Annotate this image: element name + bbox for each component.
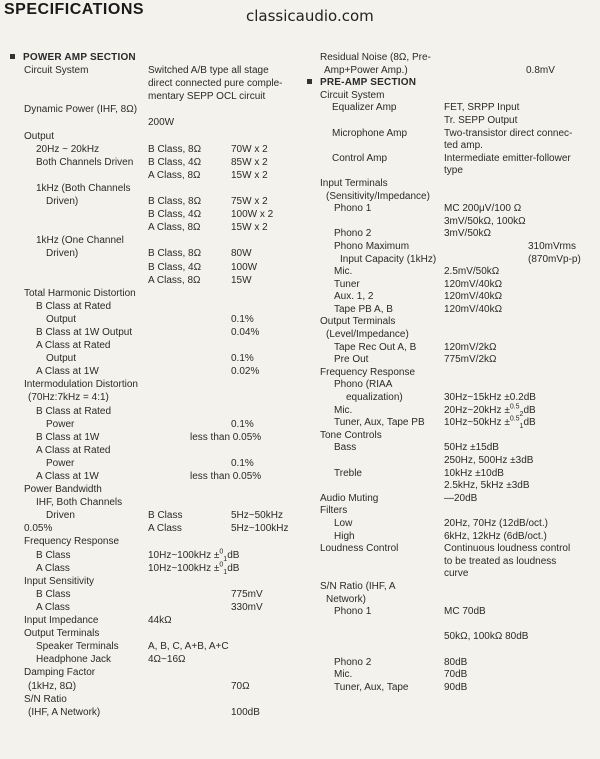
- spec-row: Frequency Response: [24, 536, 120, 548]
- spec-row: (Level/Impedance): [326, 329, 409, 341]
- spec-row: 1kHz (One Channel: [36, 235, 124, 247]
- spec-row: Intermodulation Distortion: [24, 379, 138, 391]
- spec-row: Headphone Jack 4Ω~16Ω: [36, 654, 186, 666]
- spec-row: Tuner, Aux, Tape 90dB: [334, 681, 468, 693]
- spec-row: Input Capacity (1kHz) (870mVp-p): [340, 253, 581, 265]
- spec-row: Audio Muting —20dB: [320, 492, 478, 504]
- spec-row: (IHF, A Network) 100dB: [28, 706, 260, 718]
- spec-row: (Sensitivity/Impedance): [326, 190, 430, 202]
- power-amp-column: [10, 52, 302, 720]
- spec-row: Output Terminals: [24, 628, 100, 640]
- spec-row: Mic. 2.5mV/50kΩ: [334, 266, 500, 278]
- spec-row: type: [444, 165, 463, 177]
- spec-row: Tuner 120mV/40kΩ: [334, 278, 503, 290]
- spec-row: IHF, Both Channels: [36, 497, 123, 509]
- page-title: SPECIFICATIONS: [4, 1, 145, 18]
- spec-row: A Class 330mV: [36, 601, 263, 613]
- spec-row: Driven) B Class, 8Ω 75W x 2: [46, 196, 268, 208]
- pre-amp-column: [306, 52, 596, 694]
- site-watermark: classicaudio.com: [246, 7, 374, 25]
- spec-row: Both Channels Driven B Class, 4Ω 85W x 2: [36, 156, 268, 168]
- spec-row: 0.05% A Class 5Hz~100kHz: [24, 523, 289, 535]
- spec-row: Bass 50Hz ±15dB: [334, 442, 499, 454]
- spec-row: A Class, 8Ω 15W x 2: [148, 169, 268, 181]
- spec-row: Filters: [320, 505, 348, 517]
- spec-row: High 6kHz, 12kHz (6dB/oct.): [334, 530, 547, 542]
- spec-row: Tape Rec Out A, B 120mV/2kΩ: [334, 341, 497, 353]
- spec-row: 200W: [148, 117, 175, 129]
- spec-row: Output: [24, 130, 55, 142]
- spec-row: Phono 2 80dB: [334, 656, 468, 668]
- spec-row: Control Amp Intermediate emitter-follower: [332, 152, 571, 164]
- spec-row: B Class at 1W Output 0.04%: [36, 326, 260, 338]
- spec-row: Damping Factor: [24, 667, 96, 679]
- spec-row: Tape PB A, B 120mV/40kΩ: [334, 303, 503, 315]
- spec-row: 1kHz (Both Channels: [36, 182, 131, 194]
- spec-row: B Class at 1W less than 0.05%: [36, 431, 262, 443]
- spec-row: Driven B Class 5Hz~50kHz: [46, 510, 283, 522]
- spec-row: A Class, 8Ω 15W x 2: [148, 222, 268, 234]
- spec-row: 3mV/50kΩ, 100kΩ: [444, 215, 526, 227]
- spec-row: Tone Controls: [320, 429, 382, 441]
- spec-row: Speaker Terminals A, B, C, A+B, A+C: [36, 641, 229, 653]
- spec-row: equalization) 30Hz~15kHz ±0.2dB: [346, 392, 536, 404]
- power-amp-heading: POWER AMP SECTION: [10, 52, 302, 65]
- bullet-icon: [307, 79, 312, 84]
- spec-row: Phono Maximum 310mVrms: [334, 240, 576, 252]
- spec-row: Microphone Amp Two-transistor direct connec-: [332, 127, 573, 139]
- spec-row: Circuit System Switched A/B type all stage: [24, 65, 269, 77]
- spec-row: Phono (RIAA: [334, 379, 393, 391]
- spec-row: A Class at 1W 0.02%: [36, 366, 260, 378]
- spec-row: Amp+Power Amp.) 0.8mV: [324, 64, 555, 76]
- spec-row: Output 0.1%: [46, 313, 254, 325]
- spec-row: S/N Ratio: [24, 693, 67, 705]
- spec-row: Input Sensitivity: [24, 575, 95, 587]
- spec-row: Tuner, Aux, Tape PB 10Hz~50kHz ±$^{0.5}_1$dB: [334, 415, 536, 431]
- spec-row: Dynamic Power (IHF, 8Ω): [24, 104, 138, 116]
- spec-row: Phono 1 MC 70dB: [334, 606, 486, 618]
- spec-row: 50kΩ, 100kΩ 80dB: [444, 631, 529, 643]
- spec-row: Residual Noise (8Ω, Pre-: [320, 52, 431, 63]
- spec-row: B Class at Rated: [36, 300, 112, 312]
- spec-row: Treble 10kHz ±10dB: [334, 467, 504, 479]
- spec-row: B Class, 4Ω 100W: [148, 261, 258, 273]
- spec-row: Mic. 20Hz~20kHz ±$^{0.5}_2$dB: [334, 403, 536, 418]
- spec-row: Tr. SEPP Output: [444, 114, 518, 126]
- spec-row: Power 0.1%: [46, 457, 254, 469]
- spec-row: Driven) B Class, 8Ω 80W: [46, 248, 252, 260]
- spec-row: Mic. 70dB: [334, 669, 468, 681]
- spec-row: Output 0.1%: [46, 353, 254, 365]
- spec-row: Power Bandwidth: [24, 484, 102, 496]
- spec-row: mentary SEPP OCL circuit: [148, 91, 266, 103]
- spec-row: [306, 619, 596, 632]
- spec-row: direct connected pure comple-: [148, 78, 283, 90]
- spec-row: to be treated as loudness: [444, 555, 557, 567]
- spec-row: Phono 2 3mV/50kΩ: [334, 228, 491, 240]
- spec-row: (70Hz:7kHz = 4:1): [28, 392, 109, 404]
- spec-row: B Class 775mV: [36, 588, 263, 600]
- spec-row: Aux. 1, 2 120mV/40kΩ: [334, 291, 503, 303]
- spec-row: Network): [326, 593, 367, 605]
- spec-row: A Class 10Hz~100kHz ±$^0_1$dB: [36, 561, 240, 576]
- spec-row: Equalizer Amp FET, SRPP Input: [332, 102, 520, 114]
- spec-row: B Class at Rated: [36, 405, 112, 417]
- spec-row: B Class, 4Ω 100W x 2: [148, 209, 274, 221]
- spec-row: A Class at 1W less than 0.05%: [36, 471, 262, 482]
- spec-row: curve: [444, 568, 469, 580]
- spec-row: Circuit System: [320, 89, 385, 101]
- spec-row: A Class at Rated: [36, 444, 111, 456]
- spec-row: ted amp.: [444, 140, 483, 152]
- spec-row: Phono 1 MC 200μV/100 Ω: [334, 203, 522, 215]
- spec-row: 250Hz, 500Hz ±3dB: [444, 455, 534, 466]
- spec-row: Pre Out 775mV/2kΩ: [334, 354, 497, 366]
- pre-amp-heading: PRE-AMP SECTION: [306, 77, 596, 90]
- spec-row: Loudness Control Continuous loudness control: [320, 543, 571, 555]
- spec-row: [306, 644, 596, 657]
- spec-row: Power 0.1%: [46, 418, 254, 430]
- spec-row: Input Impedance 44kΩ: [24, 615, 172, 627]
- spec-row: (1kHz, 8Ω) 70Ω: [28, 680, 250, 692]
- spec-row: Low 20Hz, 70Hz (12dB/oct.): [334, 517, 548, 529]
- spec-row: S/N Ratio (IHF, A: [320, 580, 396, 592]
- spec-row: Frequency Response: [320, 366, 416, 378]
- spec-row: B Class 10Hz~100kHz ±$^0_1$dB: [36, 548, 240, 563]
- spec-row: Output Terminals: [320, 316, 396, 328]
- spec-row: Input Terminals: [320, 177, 388, 189]
- spec-row: Total Harmonic Distortion: [24, 287, 136, 299]
- spec-row: 2.5kHz, 5kHz ±3dB: [444, 480, 530, 492]
- bullet-icon: [10, 54, 15, 59]
- spec-row: A Class at Rated: [36, 340, 111, 352]
- spec-row: A Class, 8Ω 15W: [148, 274, 252, 286]
- spec-row: 20Hz ~ 20kHz B Class, 8Ω 70W x 2: [36, 143, 268, 155]
